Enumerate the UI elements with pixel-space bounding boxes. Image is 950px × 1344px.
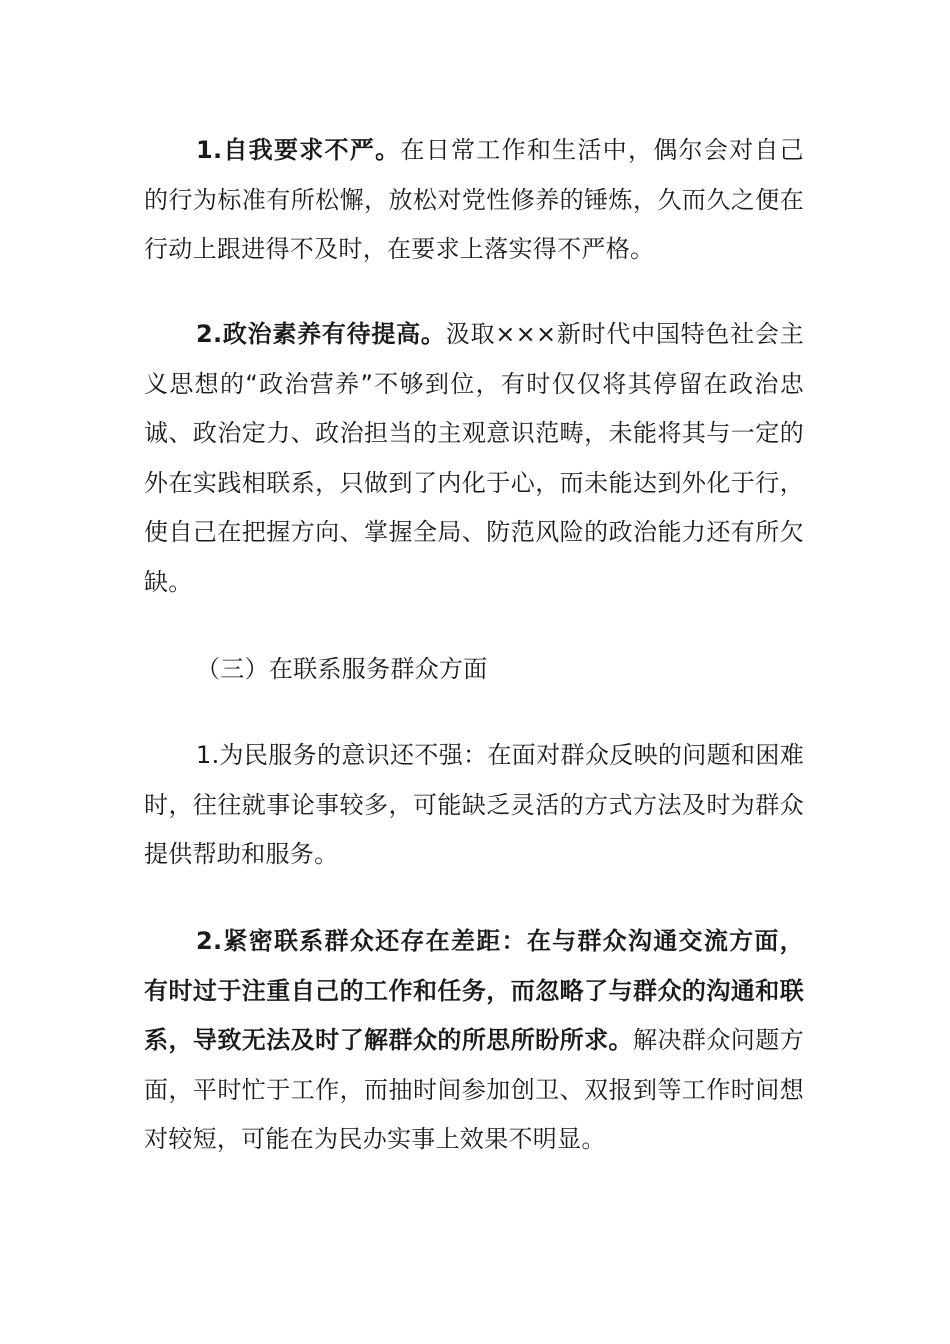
paragraph-heading: 2.政治素养有待提高。 (196, 320, 446, 348)
paragraph-body: 在日常工作和生活中，偶尔会对自己的行为标准有所松懈，放松对党性修养的锤炼，久而久之便在行动上跟进得不及时，在要求上落实得不严格。 (144, 136, 804, 263)
paragraph-heading: 2.紧密联系群众还存在差距：在与群众沟通交流方面，有时过于注重自己的工作和任务，而忽略了与群众的沟通和联系，导致无法及时了解群众的所思所盼所求。 (144, 927, 804, 1054)
paragraph-body: 解决群众问题方面，平时忙于工作，而抽时间参加创卫、双报到等工作时间想对较短，可能在为民办实事上效果不明显。 (144, 1026, 804, 1153)
paragraph-service-awareness (144, 731, 804, 880)
paragraph-political-literacy (144, 310, 804, 607)
paragraph-body: 汲取×××新时代中国特色社会主义思想的“政治营养”不够到位，有时仅仅将其停留在政治忠诚、政治定力、政治担当的主观意识范畴，未能将其与一定的外在实践相联系，只做到了内化于心，而未能达到外化于行，使自己在把握方向、掌握全局、防范风险的政治能力还有所欠缺。 (144, 320, 804, 596)
paragraph-heading: 1.自我要求不严。 (196, 136, 401, 164)
section-title: （三）在联系服务群众方面 (196, 655, 488, 683)
paragraph-body: 1.为民服务的意识还不强：在面对群众反映的问题和困难时，往往就事论事较多，可能缺乏灵活的方式方法及时为群众提供帮助和服务。 (144, 741, 804, 868)
paragraph-mass-contact (144, 917, 804, 1165)
paragraph-self-discipline (144, 126, 804, 275)
